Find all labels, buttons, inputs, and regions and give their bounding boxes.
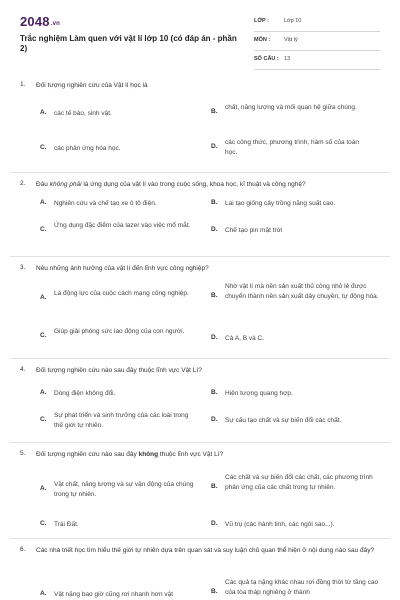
option-letter: C. — [40, 144, 47, 151]
document-header — [0, 0, 400, 72]
site-logo[interactable]: 2048.vn — [20, 14, 61, 29]
option-text: Hiện tượng quang hợp. — [225, 390, 293, 397]
option-text: Các quả tạ nặng khác nhau rơi đồng thời từ tầng cao của tòa tháp nghiêng ở thành — [225, 579, 379, 596]
question-text: Đâu không phải là ứng dụng của vật lí vào trong cuộc sống, khoa học, kĩ thuật và công nghệ? — [36, 181, 306, 188]
meta-value: Lớp 10 — [284, 18, 302, 24]
option-text: Là động lực của cuộc cách mạng công nghiệp. — [54, 290, 189, 297]
option-text: các phản ứng hóa học. — [54, 145, 121, 152]
option-text: Chế tạo pin mặt trời — [225, 227, 283, 234]
option-text: các tế bào, sinh vật. — [54, 110, 112, 117]
question-number: 5. — [20, 450, 26, 457]
meta-row-subject — [254, 32, 380, 51]
page-title: Trắc nghiệm Làm quen với vật lí lớp 10 (có đáp án - phần 2) — [20, 34, 237, 53]
option-letter: A. — [40, 294, 47, 301]
meta-row-count — [254, 51, 380, 70]
option-text: chất, năng lượng và mối quan hệ giữa chúng. — [225, 104, 357, 111]
question-3 — [20, 264, 385, 359]
option-letter: C. — [40, 416, 47, 423]
question-number: 6. — [20, 546, 26, 553]
option-letter: D. — [211, 416, 218, 423]
option-text: Dòng điện không đổi. — [54, 390, 116, 397]
question-number: 1. — [20, 81, 26, 88]
question-6 — [20, 546, 385, 600]
option-text: Vật chất, năng lượng và sự vận động của chúng trong tự nhiên. — [54, 481, 194, 498]
question-text: Đối tượng nghiên cứu nào sau đây không thuộc lĩnh vực Vật Lí? — [36, 451, 224, 458]
question-2 — [20, 180, 385, 250]
option-text: Nhờ vật lí mà nền sản xuất thủ công nhỏ lẻ được chuyển thành nền sản xuất dây chuyền, tự động hóa. — [225, 283, 379, 300]
question-number: 3. — [20, 264, 26, 271]
meta-label: SỐ CÂU : — [254, 56, 279, 62]
option-text: Sự cấu tạo chất và sự biến đổi các chất. — [225, 417, 342, 424]
question-1 — [20, 81, 385, 171]
option-letter: B. — [211, 292, 218, 299]
option-text: Trái Đất. — [54, 521, 79, 528]
meta-value: 13 — [284, 56, 291, 62]
divider — [10, 172, 390, 173]
divider — [10, 256, 390, 257]
option-letter: A. — [40, 389, 47, 396]
question-number: 2. — [20, 180, 26, 187]
meta-label: LỚP : — [254, 18, 269, 24]
option-letter: A. — [40, 485, 47, 492]
option-letter: C. — [40, 332, 47, 339]
question-5 — [20, 450, 385, 536]
option-letter: D. — [211, 226, 218, 233]
divider — [10, 538, 390, 539]
option-letter: D. — [211, 334, 218, 341]
option-text: Sự phát triển và sinh trưởng của các loài trong thế giới tự nhiên. — [54, 412, 189, 429]
question-text: Nêu những ảnh hưởng của vật lí đến lĩnh vực công nghiệp? — [36, 265, 209, 272]
meta-value: Vật lý — [284, 37, 298, 43]
option-letter: B. — [211, 483, 218, 490]
option-text: Lai tạo giống cây trồng năng suất cao. — [225, 200, 336, 207]
option-letter: D. — [211, 143, 218, 150]
option-letter: B. — [211, 108, 218, 115]
divider — [10, 358, 390, 359]
divider — [10, 442, 390, 443]
option-letter: D. — [211, 520, 218, 527]
option-text: Vũ trụ (các hành tinh, các ngôi sao...). — [225, 521, 335, 528]
option-letter: A. — [40, 109, 47, 116]
option-text: các công thức, phương trình, hàm số của toán học. — [225, 139, 360, 156]
option-letter: A. — [40, 199, 47, 206]
option-letter: A. — [40, 590, 47, 597]
option-text: Cả A, B và C. — [225, 335, 265, 342]
meta-label: MÔN : — [254, 37, 271, 43]
question-number: 4. — [20, 366, 26, 373]
info-panel — [254, 13, 380, 70]
option-letter: B. — [211, 199, 218, 206]
option-text: Ứng dụng đặc điểm của lazer vào việc mổ mắt. — [54, 222, 191, 229]
option-letter: C. — [40, 226, 47, 233]
option-letter: B. — [211, 588, 218, 595]
question-text: Đối tượng nghiên cứu nào sau đây thuộc lĩnh vực Vật Lí? — [36, 367, 202, 374]
option-text: Giúp giải phóng sức lao động của con người. — [54, 328, 185, 335]
question-text: Đối tượng nghiên cứu của Vật lí học là — [36, 82, 148, 89]
question-4 — [20, 366, 385, 438]
option-text: Các chất và sự biến đổi các chất, các phương trình phản ứng của các chất trong tự nhiên. — [225, 474, 373, 491]
option-letter: C. — [40, 520, 47, 527]
option-letter: B. — [211, 389, 218, 396]
meta-row-class — [254, 13, 380, 32]
option-text: Vật nặng bao giờ cũng rơi nhanh hơn vật — [54, 591, 174, 598]
question-text: Các nhà triết học tìm hiểu thế giới tự nhiên dựa trên quan sát và suy luận chủ quan thể hiện ở nội dung nào sau đây? — [36, 547, 375, 554]
option-text: Nghiên cứu và chế tạo xe ô tô điện. — [54, 200, 157, 207]
